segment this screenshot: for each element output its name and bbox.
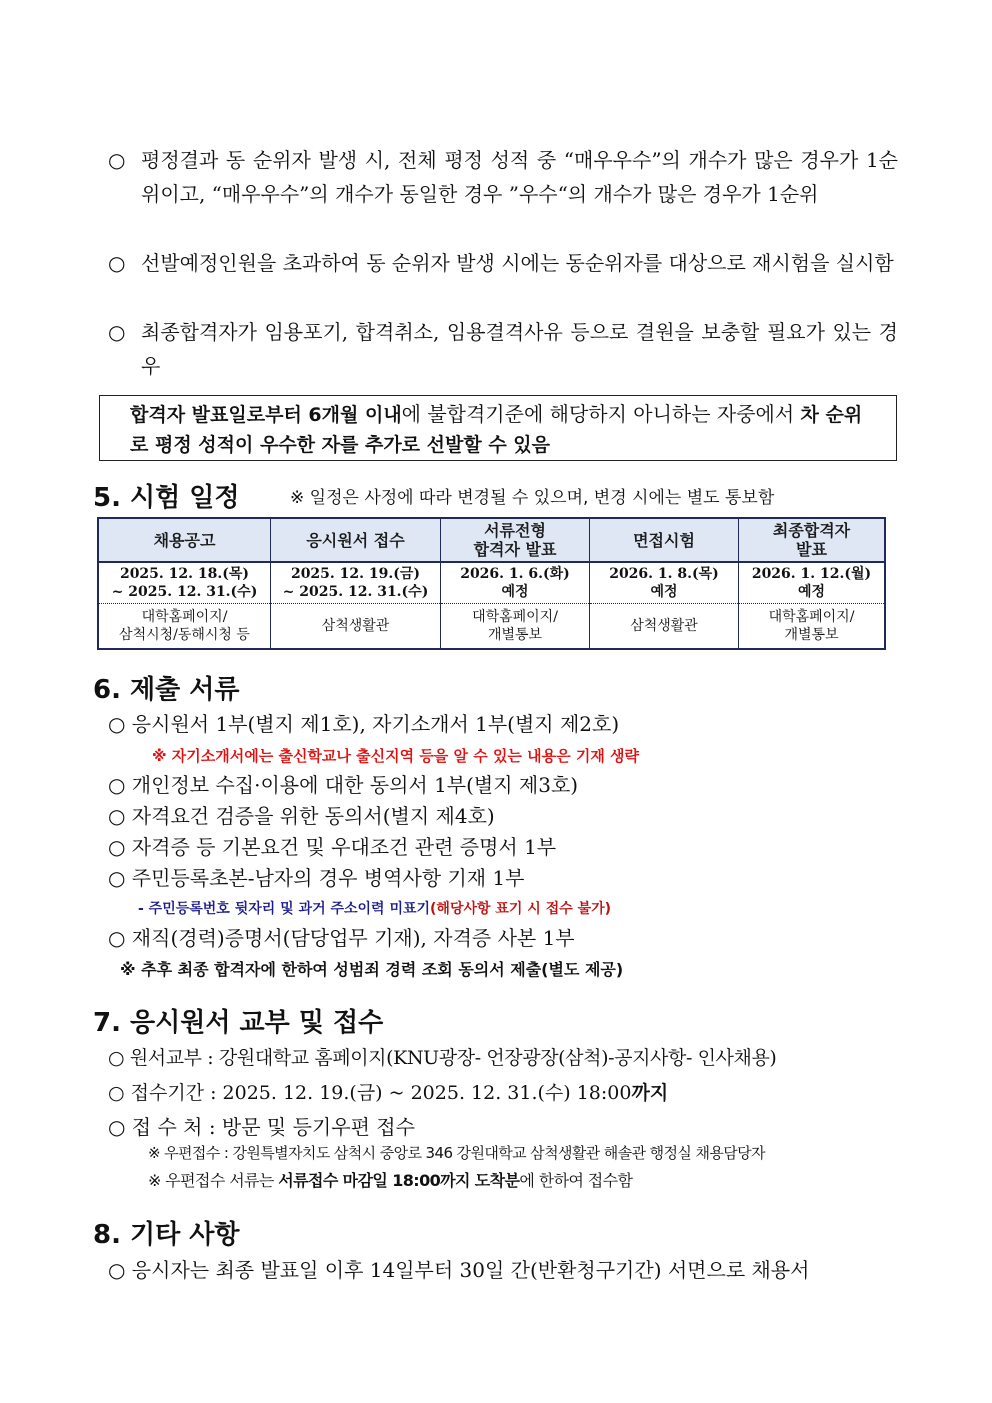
notice-bold-2: 차 순위로 평정 성적이 우수한 자를 추가로 선발할 수 있음 xyxy=(130,404,863,456)
doc-item-certificates: ○ 자격증 등 기본요건 및 우대조건 관련 증명서 1부 xyxy=(108,835,557,859)
postal-address-note: ※ 우편접수 : 강원특별자치도 삼척시 중앙로 346 강원대학교 삼척생활관 해솔관 행정실 채용담당자 xyxy=(148,1144,765,1162)
section-8-title: 8. 기타 사항 xyxy=(93,1220,240,1250)
bullet-text: 최종합격자가 임용포기, 합격취소, 임용결격사유 등으로 결원을 보충할 필요가 있는 경우 xyxy=(141,320,898,378)
postal-note-deadline: 서류접수 마감일 18:00까지 도착분 xyxy=(278,1171,520,1190)
notice-plain: 에 불합격기준에 해당하지 아니하는 자중에서 xyxy=(401,402,801,426)
self-intro-warning: ※ 자기소개서에는 출신학교나 출신지역 등을 알 수 있는 내용은 기재 생략 xyxy=(152,747,640,765)
notice-bold-1: 합격자 발표일로부터 6개월 이내 xyxy=(130,404,402,426)
application-place: ○ 접 수 처 : 방문 및 등기우편 접수 xyxy=(108,1115,415,1139)
section-5-title: 5. 시험 일정 xyxy=(93,483,240,513)
doc-item-application: ○ 응시원서 1부(별지 제1호), 자기소개서 1부(별지 제2호) xyxy=(108,712,620,736)
doc-item-verification-consent: ○ 자격요건 검증을 위한 동의서(별지 제4호) xyxy=(108,804,495,828)
table-header: 최종합격자 발표 xyxy=(739,518,886,562)
bullet-retest xyxy=(108,246,898,280)
resident-register-note xyxy=(138,897,611,921)
resident-note-text: - 주민등록번호 뒷자리 및 과거 주소이력 미표기 xyxy=(138,901,431,917)
resident-note-warning: (해당사항 표기 시 접수 불가) xyxy=(430,901,612,917)
postal-deadline-note xyxy=(148,1168,632,1194)
doc-item-employment-certificate: ○ 재직(경력)증명서(담당업무 기재), 자격증 사본 1부 xyxy=(108,926,575,950)
table-cell: 대학홈페이지/ 개별통보 xyxy=(739,604,886,650)
additional-selection-notice xyxy=(99,395,897,461)
table-cell: 2026. 1. 6.(화) 예정 xyxy=(441,562,590,604)
schedule-table xyxy=(97,517,886,650)
circle-bullet-icon: ○ xyxy=(108,251,126,275)
bullet-tie-rule xyxy=(108,143,898,211)
table-cell: 대학홈페이지/ 개별통보 xyxy=(441,604,590,650)
document-return-item: ○ 응시자는 최종 발표일 이후 14일부터 30일 간(반환청구기간) 서면으로 채용서 xyxy=(108,1258,810,1282)
table-header: 응시원서 접수 xyxy=(271,518,441,562)
postal-note-c: 에 한하여 접수함 xyxy=(519,1171,633,1190)
table-cell: 2025. 12. 19.(금) ~ 2025. 12. 31.(수) xyxy=(271,562,441,604)
table-cell: 대학홈페이지/ 삼척시청/동해시청 등 xyxy=(98,604,271,650)
sex-crime-check-note: ※ 추후 최종 합격자에 한하여 성범죄 경력 조회 동의서 제출(별도 제공) xyxy=(120,960,624,979)
application-period xyxy=(108,1078,668,1108)
table-cell: 2025. 12. 18.(목) ~ 2025. 12. 31.(수) xyxy=(98,562,271,604)
schedule-note: ※ 일정은 사정에 따라 변경될 수 있으며, 변경 시에는 별도 통보함 xyxy=(290,488,775,508)
period-text: ○ 접수기간 : 2025. 12. 19.(금) ~ 2025. 12. 31.(수) 18:00 xyxy=(108,1082,632,1104)
table-header: 면접시험 xyxy=(590,518,739,562)
table-cell: 삼척생활관 xyxy=(271,604,441,650)
table-header: 채용공고 xyxy=(98,518,271,562)
section-6-title: 6. 제출 서류 xyxy=(93,675,240,705)
doc-item-resident-register: ○ 주민등록초본-남자의 경우 병역사항 기재 1부 xyxy=(108,866,525,890)
section-7-title: 7. 응시원서 교부 및 접수 xyxy=(93,1008,384,1038)
bullet-text: 선발예정인원을 초과하여 동 순위자 발생 시에는 동순위자를 대상으로 재시험을 실시함 xyxy=(141,251,894,275)
circle-bullet-icon: ○ xyxy=(108,320,126,344)
postal-note-a: ※ 우편접수 서류는 xyxy=(148,1171,279,1190)
period-suffix: 까지 xyxy=(631,1082,669,1104)
application-distribution: ○ 원서교부 : 강원대학교 홈페이지(KNU광장- 언장광장(삼척)-공지사항- 인사채용) xyxy=(108,1047,777,1069)
table-cell: 2026. 1. 8.(목) 예정 xyxy=(590,562,739,604)
bullet-vacancy xyxy=(108,315,898,383)
circle-bullet-icon: ○ xyxy=(108,148,126,172)
bullet-text: 평정결과 동 순위자 발생 시, 전체 평정 성적 중 “매우우수”의 개수가 많은 경우가 1순위이고, “매우우수”의 개수가 동일한 경우 ”우수“의 개수가 많은 경우가 1순위 xyxy=(141,148,898,206)
table-cell: 2026. 1. 12.(월) 예정 xyxy=(739,562,886,604)
table-header: 서류전형 합격자 발표 xyxy=(441,518,590,562)
doc-item-privacy-consent: ○ 개인정보 수집·이용에 대한 동의서 1부(별지 제3호) xyxy=(108,773,579,797)
table-cell: 삼척생활관 xyxy=(590,604,739,650)
